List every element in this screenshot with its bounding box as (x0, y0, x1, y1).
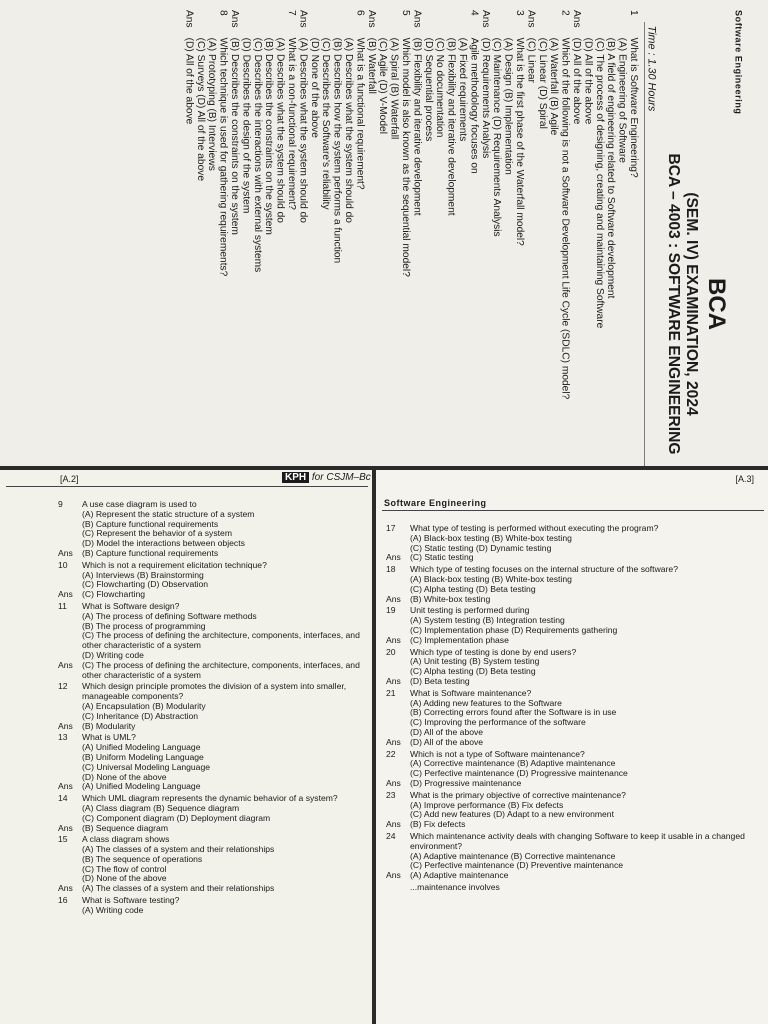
option: (A) The process of defining Software methods (82, 610, 257, 621)
option: (D) None of the above (82, 771, 167, 782)
option: (C) Inheritance (D) Abstraction (82, 710, 199, 721)
answer-text: (D) Progressive maintenance (410, 777, 522, 788)
answer-label: Ans (386, 675, 401, 686)
item-number (617, 10, 628, 38)
question-number: 23 (386, 789, 396, 800)
question-text: What is Software testing? (82, 895, 180, 906)
item-number: Ans (229, 10, 241, 28)
item-text: (C) The process of designing, creating and maintaining Software (594, 37, 606, 329)
item-number (207, 10, 218, 38)
running-header: Software Engineering (384, 498, 487, 508)
answer-label: Ans (386, 634, 401, 645)
answer-line (58, 590, 368, 600)
answer-label: Ans (58, 822, 73, 833)
item-text: What is Software Engineering? (628, 37, 640, 178)
right-page (376, 470, 768, 1024)
option: (C) Component diagram (D) Deployment diagram (82, 812, 271, 823)
answer-text: (B) Sequence diagram (82, 822, 168, 833)
answer-label: Ans (58, 883, 73, 894)
question-text: ...maintenance involves (410, 881, 500, 892)
answer-line (58, 884, 368, 894)
item-number: 4 (469, 10, 481, 16)
answer-line (386, 677, 762, 687)
item-number: 8 (218, 10, 230, 16)
item-number (309, 10, 320, 38)
question-number: 16 (58, 895, 68, 906)
item-number (332, 10, 343, 38)
answer-text: (C) Implementation phase (410, 634, 509, 645)
question-number: 13 (58, 732, 68, 743)
item-number (275, 10, 286, 38)
option: (D) Model the interactions between objects (82, 538, 245, 549)
item-number (594, 10, 605, 38)
question-number: 15 (58, 834, 68, 845)
item-number (252, 10, 263, 38)
item-text: What is a functional requirement? (354, 37, 367, 190)
question-text: Unit testing is performed during (410, 605, 530, 616)
option: (C) Static testing (D) Dynamic testing (410, 542, 552, 553)
item-number: Ans (480, 10, 492, 28)
item-number: Ans (297, 10, 310, 28)
question-number: 21 (386, 687, 396, 698)
answer-line (386, 820, 762, 830)
option: (A) System testing (B) Integration testing (410, 615, 565, 626)
item-number: Ans (526, 10, 538, 28)
option: (C) Perfective maintenance (D) Preventive maintenance (410, 860, 624, 871)
option: (D) Writing code (82, 649, 144, 660)
left-page (0, 470, 372, 1024)
item-text: (D) None of the above (309, 37, 321, 138)
question-text: What is Software maintenance? (410, 687, 532, 698)
question-number: 14 (58, 793, 68, 804)
item-text: (C) Linear (526, 37, 538, 83)
item-text: (A) Design (B) Implementation (503, 37, 515, 175)
question-list (386, 522, 762, 893)
answer-label: Ans (58, 781, 73, 792)
answer-line (386, 595, 762, 605)
option: (C) Alpha testing (D) Beta testing (410, 583, 536, 594)
answer-label: Ans (58, 589, 73, 600)
item-number: 3 (514, 10, 526, 16)
item-number (423, 10, 434, 38)
item-number: 6 (354, 10, 367, 16)
item-number (389, 10, 400, 38)
answer-line (58, 824, 368, 834)
option: (C) The process of defining the architecture, components, interfaces, and other characteristic of a system (82, 630, 360, 651)
item-number (492, 10, 503, 38)
exam-subtitle-1: (SEM. IV) EXAMINATION, 2024 (683, 192, 702, 416)
item-text: (D) Describes the design of the system (240, 37, 253, 214)
publisher-logo: KPH (282, 472, 309, 483)
item-text: (C) No documentation (434, 37, 447, 138)
answer-line (58, 661, 368, 681)
item-text: (B) Describes how the system performs a function (332, 37, 344, 264)
item-text: (B) Flexibility and iterative development (446, 37, 458, 216)
answer-label: Ans (386, 777, 401, 788)
answer-text: (B) White-box testing (410, 593, 491, 604)
exam-subtitle-2: BCA – 4003 : SOFTWARE ENGINEERING (665, 153, 684, 455)
item-number (446, 10, 457, 38)
item-number: 2 (560, 10, 572, 16)
option: (A) Black-box testing (B) White-box testing (410, 573, 572, 584)
item-number: Ans (183, 10, 196, 28)
option: (B) The process of programming (82, 620, 206, 631)
question-number (386, 883, 410, 893)
item-text: (A) Describes what the system should do (297, 37, 310, 223)
answer-text: (A) Unified Modeling Language (82, 781, 201, 792)
item-text: (B) A field of engineering related to Software development (605, 37, 618, 299)
answer-text: (A) Adaptive maintenance (410, 870, 509, 881)
answer-line (58, 722, 368, 732)
item-number (264, 10, 275, 38)
item-text: (C) Maintenance (D) Requirements Analysis (491, 37, 504, 237)
item-number: Ans (366, 10, 378, 28)
question-text: Which type of testing is done by end users? (410, 646, 577, 657)
item-number: Ans (571, 10, 583, 28)
answer-text: (A) The classes of a system and their relationships (82, 883, 275, 894)
question-number: 9 (58, 499, 63, 509)
option: (C) Flowcharting (D) Observation (82, 579, 209, 590)
option: (C) Alpha testing (D) Beta testing (410, 666, 536, 677)
question (386, 883, 762, 893)
item-number: 5 (400, 10, 412, 16)
option: (A) Black-box testing (B) White-box testing (410, 532, 572, 543)
question-text: What is Software design? (82, 600, 180, 611)
option: (A) The classes of a system and their relationships (82, 844, 275, 855)
option: (B) Correcting errors found after the Software is in use (410, 707, 617, 718)
item-number (503, 10, 514, 38)
item-text: (B) Waterfall (366, 37, 378, 94)
question-text: A use case diagram is used to (82, 499, 197, 509)
question (386, 832, 762, 852)
item-text: (A) Prototyping (B) Interviews (206, 37, 219, 171)
item-number: 7 (286, 10, 298, 16)
item-number (606, 10, 617, 38)
option: (A) Adding new features to the Software (410, 697, 562, 708)
option: (D) None of the above (82, 873, 167, 884)
item-text: (C) Surveys (D) All of the above (195, 37, 207, 182)
publisher-text: for CSJM–Bc (311, 472, 371, 483)
answer-text: (D) Beta testing (410, 675, 470, 686)
answer-text: (B) Fix defects (410, 819, 466, 830)
publisher-tag (282, 472, 371, 483)
top-page (0, 0, 768, 466)
item-text: (A) Describes what the system should do (275, 37, 287, 223)
item-text: What is the first phase of the Waterfall model? (514, 37, 526, 246)
answer-line (386, 636, 762, 646)
option: (A) Unified Modeling Language (82, 742, 201, 753)
answer-line (386, 738, 762, 748)
item-text: (C) Describes the Software's reliability (320, 37, 333, 210)
question-text: What is the primary objective of corrective maintenance? (410, 789, 626, 800)
item-number (583, 10, 594, 38)
option: (C) Implementation phase (D) Requirements gathering (410, 624, 618, 635)
answer-label: Ans (386, 593, 401, 604)
answer-label: Ans (386, 870, 401, 881)
answer-text: (B) Capture functional requirements (82, 547, 219, 558)
item-number (241, 10, 252, 38)
option: (C) The flow of control (82, 863, 167, 874)
item-text: (A) Engineering of Software (617, 37, 629, 163)
item-number (549, 10, 560, 38)
option: (A) Adaptive maintenance (B) Corrective maintenance (410, 850, 616, 861)
answer-label: Ans (58, 659, 73, 670)
option: (A) Writing code (82, 904, 144, 915)
page-code: [A.2] (60, 474, 79, 484)
option: (A) Unit testing (B) System testing (410, 656, 540, 667)
question (58, 682, 368, 702)
option: (D) All of the above (410, 726, 484, 737)
question-text: A class diagram shows (82, 834, 170, 845)
question-number: 20 (386, 646, 396, 657)
answer-label: Ans (386, 552, 401, 563)
item-text: Which technique is used for gathering requirements? (218, 37, 230, 277)
item-text: (D) Sequential process (423, 37, 435, 142)
option: (A) Encapsulation (B) Modularity (82, 700, 206, 711)
question-number: 18 (386, 564, 396, 575)
header-rule (382, 510, 764, 511)
option: (B) The sequence of operations (82, 853, 203, 864)
item-text: (C) Describes the interactions with external systems (252, 37, 264, 273)
header-rule (6, 486, 368, 487)
item-text: (D) All of the above (571, 37, 583, 125)
page-code: [A.3] (735, 474, 754, 484)
answer-label: Ans (386, 819, 401, 830)
answer-text: (D) All of the above (410, 736, 484, 747)
answer-text: (C) Static testing (410, 552, 474, 563)
option: (C) Perfective maintenance (D) Progressive maintenance (410, 768, 628, 779)
option: (C) Add new features (D) Adapt to a new environment (410, 809, 614, 820)
option: (A) Interviews (B) Brainstorming (82, 569, 204, 580)
item-number (458, 10, 469, 38)
question-number: 12 (58, 681, 68, 692)
answer-text: (C) The process of defining the architecture, components, interfaces, and other characteristic of a system (82, 659, 360, 680)
item-number: 1 (628, 10, 640, 16)
question-text: Which design principle promotes the division of a system into smaller, manageable components? (82, 681, 347, 702)
item-number (344, 10, 355, 38)
item-text: (D) All of the above (583, 37, 595, 125)
question-number: 24 (386, 830, 396, 841)
answer-label: Ans (386, 736, 401, 747)
item-number (537, 10, 548, 38)
item-text: (A) Waterfall (B) Agile (548, 37, 561, 136)
option: (A) Represent the static structure of a system (82, 508, 255, 519)
item-text: (B) Describes the constraints on the system (263, 37, 276, 235)
question-text: What type of testing is performed without executing the program? (410, 523, 659, 533)
option: (A) Corrective maintenance (B) Adaptive maintenance (410, 758, 616, 769)
item-text: Agile methodology focuses on (469, 37, 481, 174)
question-text: Which maintenance activity deals with changing Software to keep it usable in a changed environment? (410, 830, 745, 851)
question-text: Which type of testing focuses on the internal structure of the software? (410, 564, 678, 575)
item-text: (D) Requirements Analysis (480, 37, 492, 159)
answer-text: (C) Flowcharting (82, 589, 146, 600)
answer-line (58, 782, 368, 792)
answer-text: (B) Modularity (82, 720, 136, 731)
question-number: 17 (386, 523, 396, 533)
question-number: 10 (58, 559, 68, 570)
item-number (321, 10, 332, 38)
item-text: (A) Spiral (B) Waterfall (389, 37, 401, 140)
answer-label: Ans (58, 547, 73, 558)
answer-line (58, 549, 368, 559)
option: (C) Improving the performance of the software (410, 717, 586, 728)
item-text: (D) All of the above (183, 37, 196, 125)
question-number: 22 (386, 748, 396, 759)
item-text: (C) Agile (D) V-Model (377, 37, 390, 134)
item-number (435, 10, 446, 38)
option: (B) Capture functional requirements (82, 518, 219, 529)
item-number (378, 10, 389, 38)
item-text: (A) Fixed requirements (457, 37, 469, 142)
exam-title: BCA (703, 277, 730, 330)
answer-line (386, 871, 762, 881)
item-text: Which model is also known as the sequential model? (400, 37, 412, 277)
question-text: Which is not a type of Software maintenance? (410, 748, 585, 759)
question-text: Which UML diagram represents the dynamic behavior of a system? (82, 793, 338, 804)
item-text: Which of the following is not a Software Development Life Cycle (SDLC) model? (560, 37, 572, 400)
item-text: What is a non-functional requirement? (286, 37, 298, 210)
answer-label: Ans (58, 720, 73, 731)
item-text: (C) Linear (D) Spiral (537, 37, 549, 129)
question-text: Which is not a requirement elicitation technique? (82, 559, 267, 570)
question-number: 11 (58, 600, 67, 611)
item-text: (B) Flexibility and iterative development (412, 37, 424, 216)
question-text: What is UML? (82, 732, 136, 743)
item-number: Ans (412, 10, 424, 28)
item-text: (B) Describes the constraints on the system (229, 37, 241, 235)
question-number: 19 (386, 605, 396, 616)
option: (C) Universal Modeling Language (82, 761, 211, 772)
option: (A) Improve performance (B) Fix defects (410, 799, 564, 810)
item-number (195, 10, 206, 38)
option: (C) Represent the behavior of a system (82, 528, 232, 539)
answer-line (386, 553, 762, 563)
running-header: Software Engineering (733, 10, 744, 115)
option: (A) Class diagram (B) Sequence diagram (82, 802, 240, 813)
answer-line (386, 779, 762, 789)
exam-time: Time : 1.30 Hours (646, 25, 658, 112)
item-text: (A) Describes what the system should do (343, 37, 355, 223)
option: (B) Uniform Modeling Language (82, 751, 204, 762)
question-list (58, 498, 368, 916)
